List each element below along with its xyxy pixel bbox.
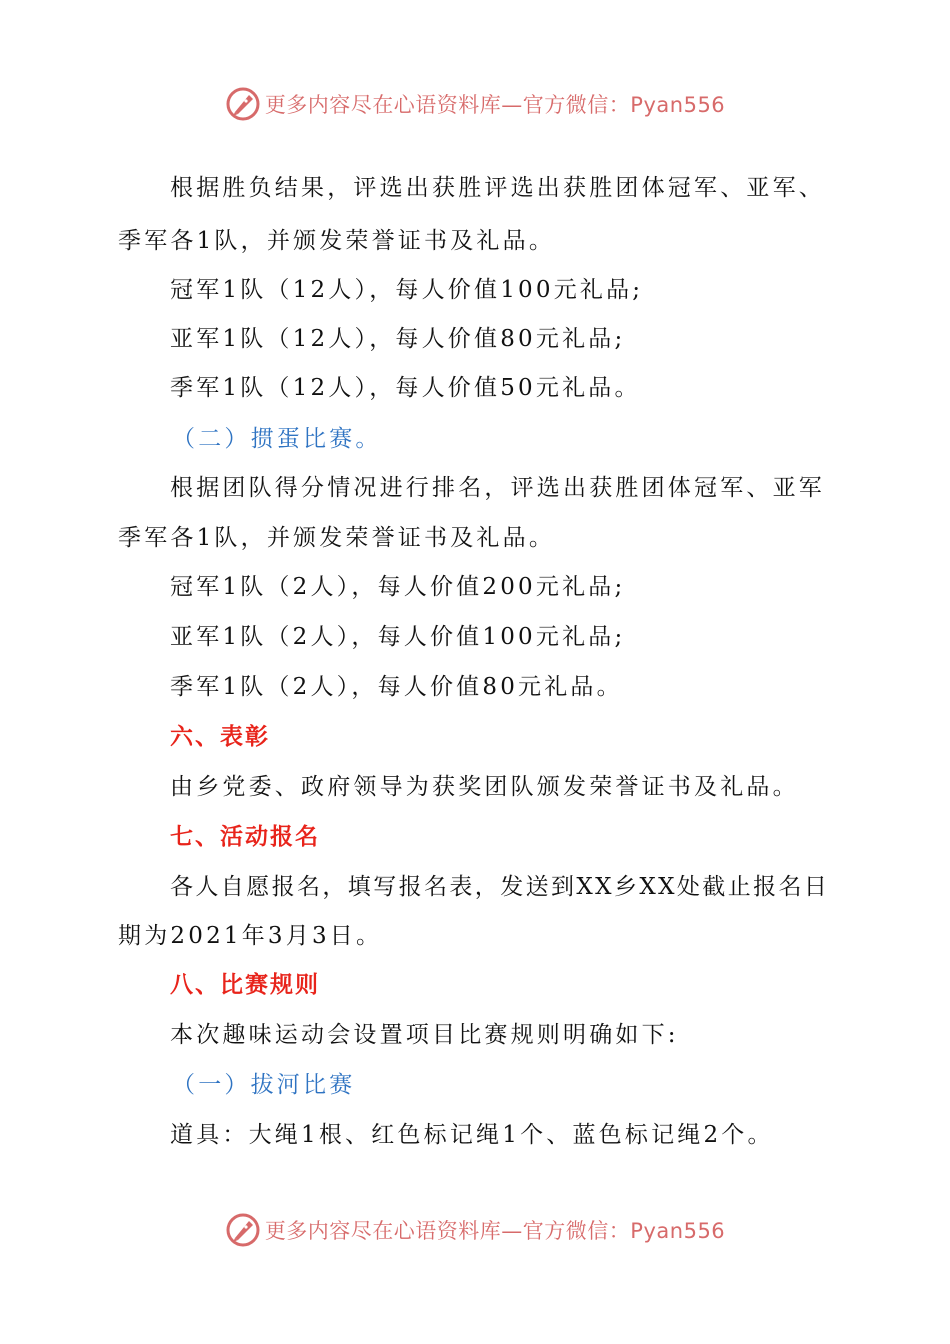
body-line: 季军各1队，并颁发荣誉证书及礼品。: [118, 525, 556, 551]
pen-nib-seal-icon: [225, 86, 261, 122]
body-line: 根据胜负结果，评选出获胜评选出获胜团体冠军、亚军、: [170, 175, 825, 201]
watermark-text: 更多内容尽在心语资料库—官方微信：Pyan556: [264, 93, 726, 117]
body-line: 道具：大绳1根、红色标记绳1个、蓝色标记绳2个。: [170, 1122, 774, 1148]
subheading: （一）拔河比赛: [172, 1072, 356, 1098]
body-line: 季军各1队，并颁发荣誉证书及礼品。: [118, 228, 556, 254]
watermark-text: 更多内容尽在心语资料库—官方微信：Pyan556: [264, 1219, 726, 1243]
section-heading: 八、比赛规则: [170, 972, 320, 998]
header-watermark: [0, 82, 950, 126]
body-line: 由乡党委、政府领导为获奖团队颁发荣誉证书及礼品。: [170, 774, 799, 800]
body-line: 本次趣味运动会设置项目比赛规则明确如下:: [170, 1022, 679, 1048]
prize-line: 冠军1队（12人），每人价值100元礼品;: [170, 277, 644, 303]
prize-line: 亚军1队（2人），每人价值100元礼品;: [170, 624, 626, 650]
pen-nib-seal-icon: [225, 1212, 261, 1248]
prize-line: 冠军1队（2人），每人价值200元礼品;: [170, 574, 626, 600]
prize-line: 季军1队（12人），每人价值50元礼品。: [170, 375, 641, 401]
subheading: （二）掼蛋比赛。: [172, 426, 382, 452]
body-line: 根据团队得分情况进行排名，评选出获胜团体冠军、亚军: [170, 475, 825, 501]
footer-watermark: [0, 1208, 950, 1252]
section-heading: 六、表彰: [170, 724, 270, 750]
section-heading: 七、活动报名: [170, 824, 320, 850]
prize-line: 亚军1队（12人），每人价值80元礼品;: [170, 326, 626, 352]
prize-line: 季军1队（2人），每人价值80元礼品。: [170, 674, 623, 700]
body-line: 期为2021年3月3日。: [118, 923, 383, 949]
body-line: 各人自愿报名，填写报名表，发送到XX乡XX处截止报名日: [170, 874, 830, 900]
